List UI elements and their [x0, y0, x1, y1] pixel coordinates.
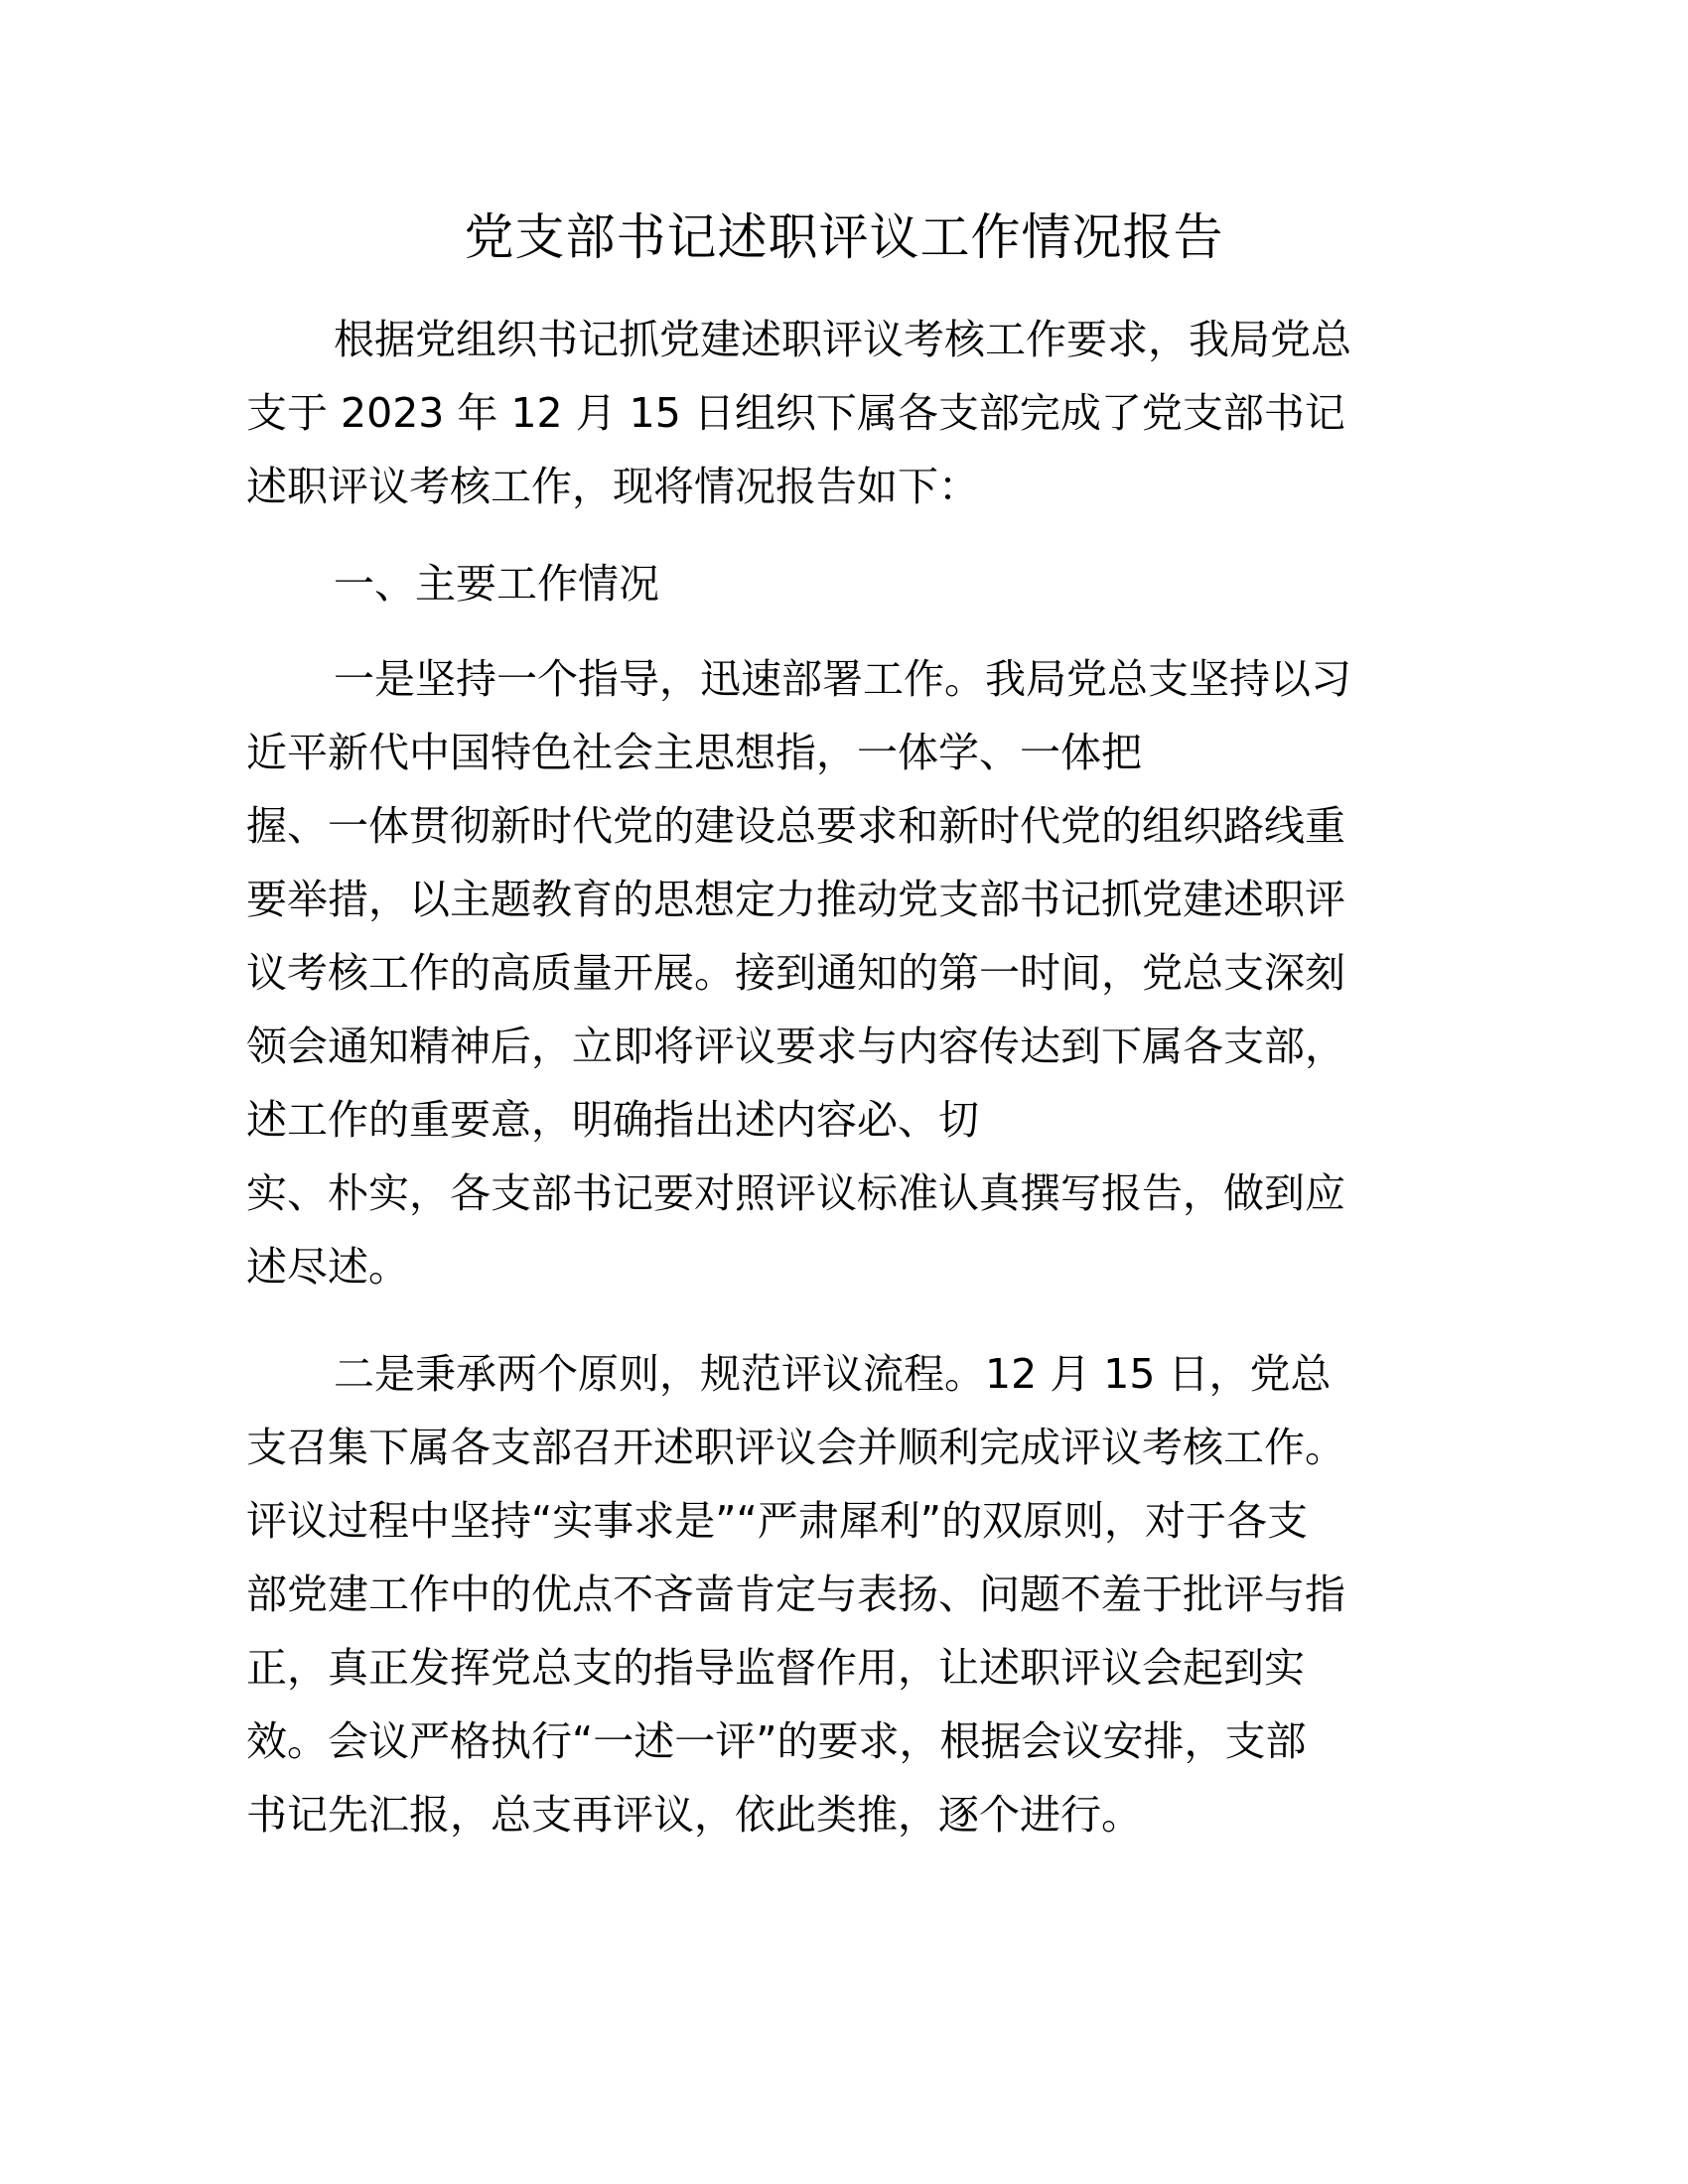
- paragraph-line: 握、一体贯彻新时代党的建设总要求和新时代党的组织路线重: [246, 802, 1345, 850]
- paragraph-line: 支于 2023 年 12 月 15 日组织下属各支部完成了党支部书记: [246, 389, 1345, 437]
- paragraph-line: 评议过程中坚持“实事求是”“严肃犀利”的双原则，对于各支: [246, 1497, 1308, 1545]
- paragraph-line: 根据党组织书记抓党建述职评议考核工作要求，我局党总: [334, 316, 1351, 363]
- paragraph-line: 支召集下属各支部召开述职评议会并顺利完成评议考核工作。: [246, 1424, 1345, 1471]
- paragraph-line: 部党建工作中的优点不吝啬肯定与表扬、问题不羞于批评与指: [246, 1570, 1345, 1618]
- document-title: 党支部书记述职评议工作情况报告: [464, 208, 1224, 266]
- section-heading: 一、主要工作情况: [334, 560, 659, 608]
- paragraph-line: 一是坚持一个指导，迅速部署工作。我局党总支坚持以习: [334, 655, 1351, 703]
- paragraph-line: 实、朴实，各支部书记要对照评议标准认真撰写报告，做到应: [246, 1169, 1345, 1217]
- paragraph-line: 议考核工作的高质量开展。接到通知的第一时间，党总支深刻: [246, 949, 1345, 997]
- paragraph-line: 要举措，以主题教育的思想定力推动党支部书记抓党建述职评: [246, 876, 1345, 923]
- paragraph-line: 领会通知精神后，立即将评议要求与内容传达到下属各支部，: [246, 1023, 1345, 1070]
- paragraph-line: 述尽述。: [246, 1243, 409, 1291]
- paragraph-line: 述职评议考核工作，现将情况报告如下：: [246, 463, 979, 510]
- paragraph-line: 近平新代中国特色社会主思想指，一体学、一体把: [246, 729, 1142, 776]
- paragraph-line: 效。会议严格执行“一述一评”的要求，根据会议安排，支部: [246, 1717, 1307, 1765]
- paragraph-line: 述工作的重要意，明确指出述内容必、切: [246, 1096, 979, 1144]
- paragraph-line: 二是秉承两个原则，规范评议流程。12 月 15 日，党总: [334, 1350, 1332, 1398]
- paragraph-line: 书记先汇报，总支再评议，依此类推，逐个进行。: [246, 1791, 1142, 1839]
- paragraph-line: 正，真正发挥党总支的指导监督作用，让述职评议会起到实: [246, 1644, 1305, 1692]
